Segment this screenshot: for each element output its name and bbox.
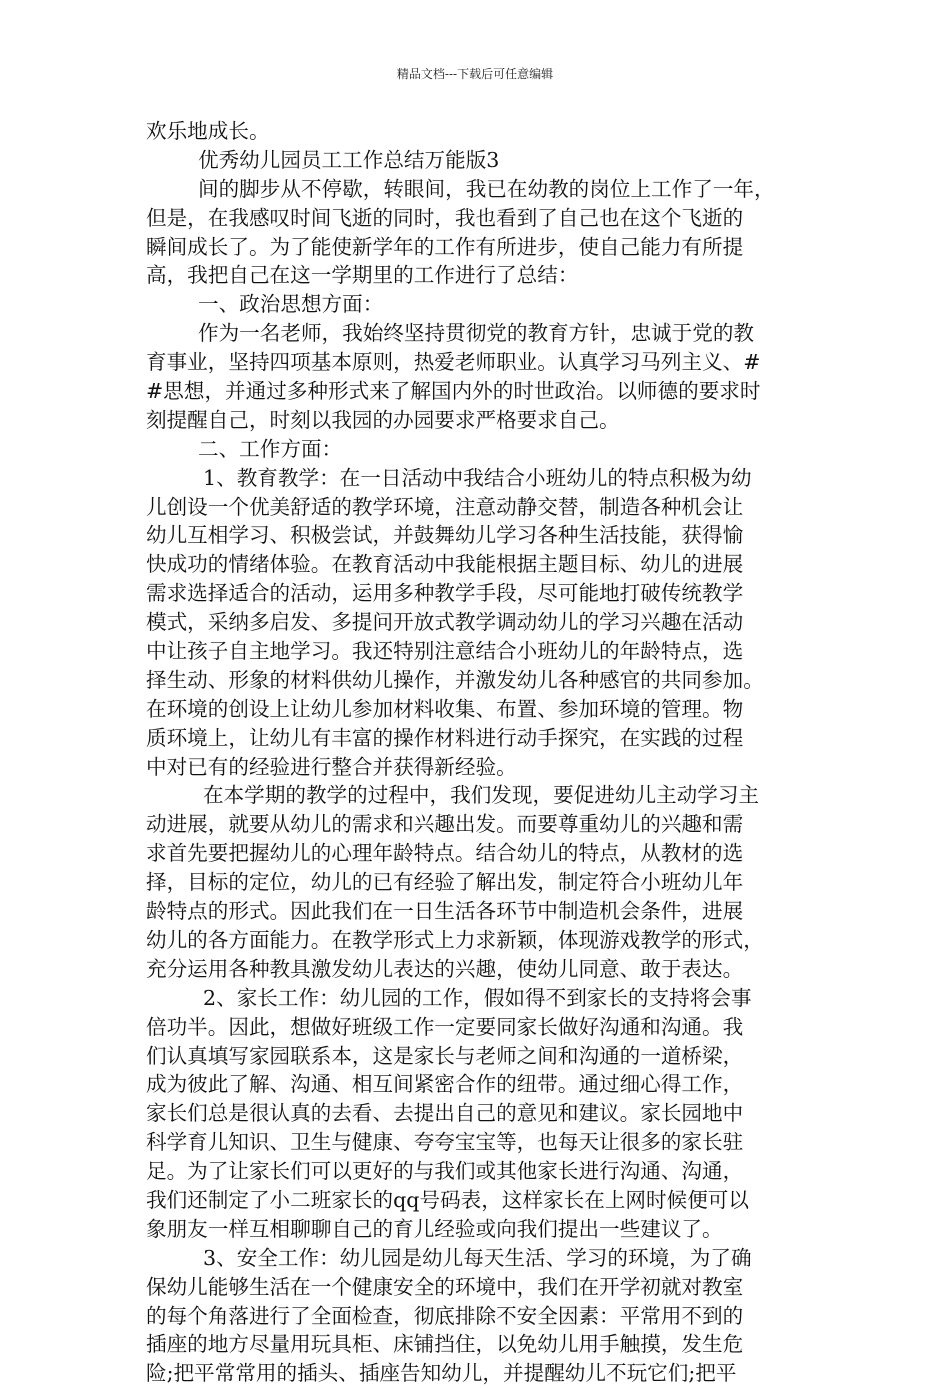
text-line: 幼儿的各方面能力。在教学形式上力求新颖，体现游戏教学的形式，: [146, 927, 764, 952]
text-line: 1、教育教学：在一日活动中我结合小班幼儿的特点积极为幼: [203, 465, 752, 490]
text-line: 在本学期的教学的过程中，我们发现，要促进幼儿主动学习主: [203, 783, 760, 808]
text-line: 充分运用各种教具激发幼儿表达的兴趣，使幼儿同意、敢于表达。: [146, 956, 744, 981]
text-line: 模式，采纳多启发、多提问开放式教学调动幼儿的学习兴趣在活动: [146, 610, 744, 635]
text-line: 作为一名老师，我始终坚持贯彻党的教育方针，忠诚于党的教: [198, 321, 755, 346]
text-line: 龄特点的形式。因此我们在一日生活各环节中制造机会条件，进展: [146, 899, 744, 924]
text-line: 家长们总是很认真的去看、去提出自己的意见和建议。家长园地中: [146, 1101, 744, 1126]
text-line: 3、安全工作：幼儿园是幼儿每天生活、学习的环境，为了确: [203, 1245, 752, 1270]
text-line: 质环境上，让幼儿有丰富的操作材料进行动手探究，在实践的过程: [146, 725, 744, 750]
text-line: 择，目标的定位，幼儿的已有经验了解出发，制定符合小班幼儿年: [146, 870, 744, 895]
text-line: 幼儿互相学习、积极尝试，并鼓舞幼儿学习各种生活技能，获得愉: [146, 523, 744, 548]
text-line: 成为彼此了解、沟通、相互间紧密合作的纽带。通过细心得工作，: [146, 1072, 744, 1097]
text-line: 中对已有的经验进行整合并获得新经验。: [146, 754, 517, 779]
text-line: 动进展，就要从幼儿的需求和兴趣出发。而要尊重幼儿的兴趣和需: [146, 812, 744, 837]
text-line: 需求选择适合的活动，运用多种教学手段，尽可能地打破传统教学: [146, 581, 744, 606]
text-line: 求首先要把握幼儿的心理年龄特点。结合幼儿的特点，从教材的选: [146, 841, 744, 866]
text-line: 间的脚步从不停歇，转眼间，我已在幼教的岗位上工作了一年，: [198, 176, 775, 201]
text-line: #思想，并通过多种形式来了解国内外的时世政治。以师德的要求时: [146, 379, 761, 404]
text-line: 象朋友一样互相聊聊自己的育儿经验或向我们提出一些建议了。: [146, 1216, 723, 1241]
text-line: 中让孩子自主地学习。我还特别注意结合小班幼儿的年龄特点，选: [146, 639, 744, 664]
page-header: 精品文档---下载后可任意编辑: [396, 67, 554, 81]
section-heading: 二、工作方面：: [198, 436, 343, 461]
text-line: 欢乐地成长。: [146, 119, 270, 143]
text-line: 2、家长工作：幼儿园的工作，假如得不到家长的支持将会事: [203, 985, 752, 1010]
text-line: 们认真填写家园联系本，这是家长与老师之间和沟通的一道桥梁，: [146, 1043, 744, 1068]
text-line: 足。为了让家长们可以更好的与我们或其他家长进行沟通、沟通，: [146, 1159, 744, 1184]
text-line: 在环境的创设上让幼儿参加材料收集、布置、参加环境的管理。物: [146, 696, 744, 721]
text-line: 科学育儿知识、卫生与健康、夸夸宝宝等，也每天让很多的家长驻: [146, 1130, 744, 1155]
text-line: 儿创设一个优美舒适的教学环境，注意动静交替，制造各种机会让: [146, 494, 744, 519]
text-line: 刻提醒自己，时刻以我园的办园要求严格要求自己。: [146, 407, 620, 432]
document-body: [146, 117, 811, 1388]
text-line: 保幼儿能够生活在一个健康安全的环境中，我们在开学初就对教室: [146, 1274, 744, 1299]
text-line: 快成功的情绪体验。在教育活动中我能根据主题目标、幼儿的进展: [146, 552, 744, 577]
section-heading: 优秀幼儿园员工工作总结万能版3: [198, 147, 500, 172]
text-line: 的每个角落进行了全面检查，彻底排除不安全因素：平常用不到的: [146, 1303, 744, 1328]
text-line: 插座的地方尽量用玩具柜、床铺挡住，以免幼儿用手触摸，发生危: [146, 1332, 744, 1357]
text-line: 育事业，坚持四项基本原则，热爱老师职业。认真学习马列主义、#: [146, 350, 761, 375]
section-heading: 一、政治思想方面：: [198, 292, 384, 317]
text-line: 瞬间成长了。为了能使新学年的工作有所进步，使自己能力有所提: [146, 234, 744, 259]
text-line: 择生动、形象的材料供幼儿操作，并激发幼儿各种感官的共同参加。: [146, 667, 764, 692]
text-line: 我们还制定了小二班家长的qq号码表，这样家长在上网时候便可以: [146, 1187, 749, 1212]
text-line: 高，我把自己在这一学期里的工作进行了总结：: [146, 263, 579, 288]
text-line: 倍功半。因此，想做好班级工作一定要同家长做好沟通和沟通。我: [146, 1014, 744, 1039]
text-line: 但是，在我感叹时间飞逝的同时，我也看到了自己也在这个飞逝的: [146, 205, 744, 230]
text-line: 险;把平常常用的插头、插座告知幼儿，并提醒幼儿不玩它们;把平: [146, 1361, 737, 1386]
